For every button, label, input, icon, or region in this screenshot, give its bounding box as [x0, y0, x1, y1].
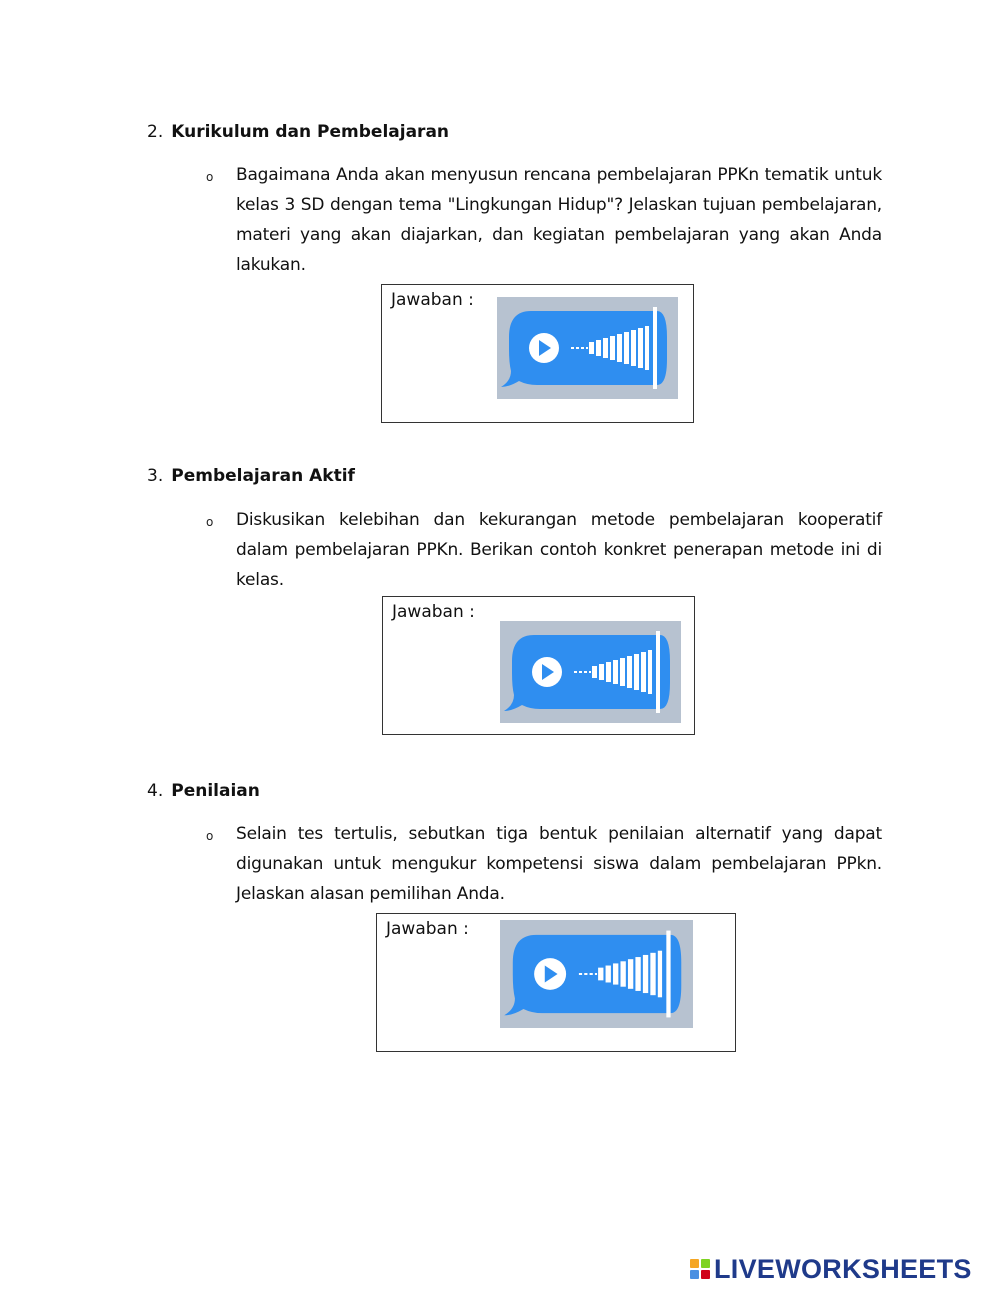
liveworksheets-logo	[690, 1252, 990, 1286]
bullet-icon: o	[206, 515, 214, 529]
section-title: Pembelajaran Aktif	[171, 466, 355, 486]
answer-label: Jawaban :	[392, 602, 475, 622]
section-number: 4.	[147, 781, 164, 801]
section-title: Kurikulum dan Pembelajaran	[171, 122, 450, 142]
logo-squares-icon	[690, 1259, 710, 1279]
section-4-heading	[147, 780, 260, 802]
question-text: Selain tes tertulis, sebutkan tiga bentuk penilaian alternatif yang dapat digunakan untuk mengukur kompetensi siswa dalam pembelajaran PPkn. Jelaskan alasan pemilihan Anda.	[236, 824, 882, 904]
bullet-icon: o	[206, 170, 214, 184]
section-number: 2.	[147, 122, 164, 142]
section-title: Penilaian	[171, 781, 260, 801]
answer-box[interactable]	[376, 913, 736, 1052]
voice-message-svg	[497, 297, 678, 399]
voice-message-svg	[500, 621, 681, 723]
section-2-heading	[147, 121, 449, 143]
question-text: Bagaimana Anda akan menyusun rencana pembelajaran PPKn tematik untuk kelas 3 SD dengan tema "Lingkungan Hidup"? Jelaskan tujuan pembelajaran, materi yang akan diajarkan, dan kegiatan pembelajaran yang akan Anda lakukan.	[236, 165, 882, 275]
voice-message-svg	[500, 920, 693, 1028]
bullet-icon: o	[206, 829, 214, 843]
section-3-heading	[147, 465, 355, 487]
section-number: 3.	[147, 466, 164, 486]
voice-message-icon[interactable]	[500, 920, 693, 1028]
question-text: Diskusikan kelebihan dan kekurangan metode pembelajaran kooperatif dalam pembelajaran PPKn. Berikan contoh konkret penerapan metode ini di kelas.	[236, 510, 882, 590]
voice-message-icon[interactable]	[497, 297, 678, 399]
answer-box[interactable]	[382, 596, 695, 735]
logo-text: LIVEWORKSHEETS	[714, 1253, 972, 1284]
answer-label: Jawaban :	[391, 290, 474, 310]
answer-label: Jawaban :	[386, 919, 469, 939]
answer-box[interactable]	[381, 284, 694, 423]
voice-message-icon[interactable]	[500, 621, 681, 723]
